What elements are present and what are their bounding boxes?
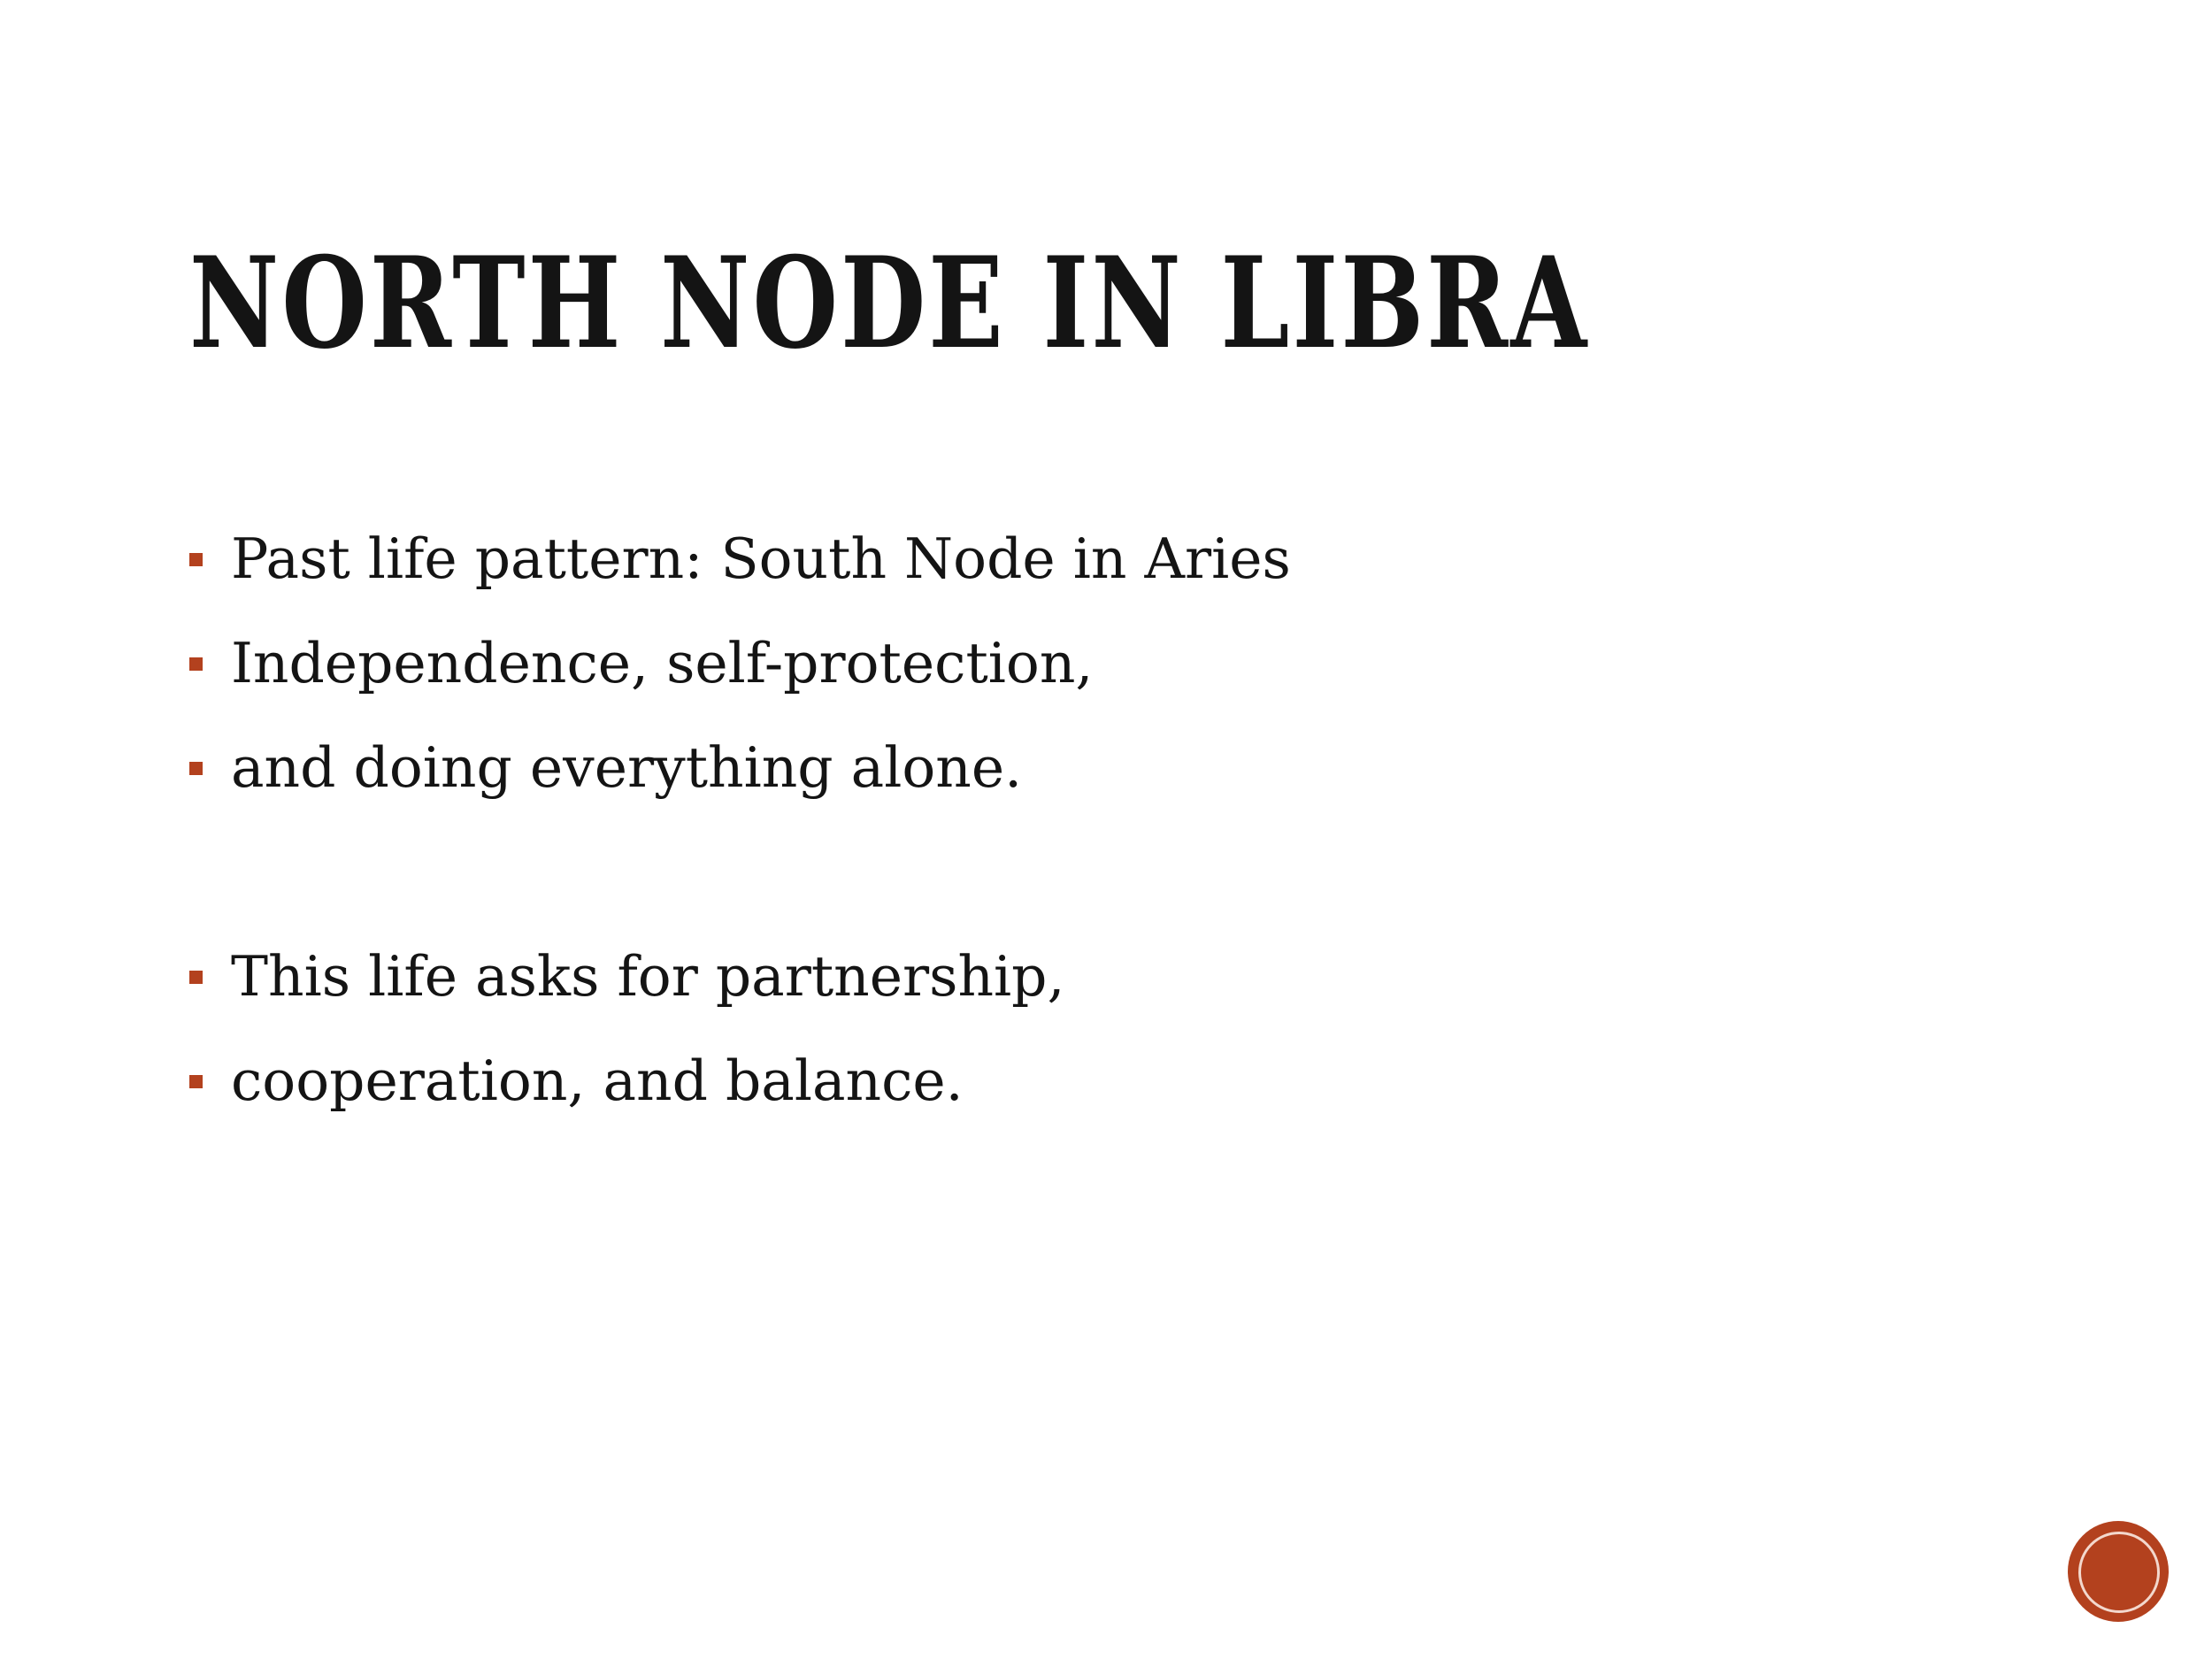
bullet-item: [189, 941, 1065, 1012]
bullet-text: This life asks for partnership,: [231, 944, 1065, 1009]
bullet-text: cooperation, and balance.: [231, 1048, 964, 1113]
badge-ring: [2078, 1532, 2160, 1613]
bullet-square-icon: [189, 657, 203, 671]
bullet-square-icon: [189, 1075, 203, 1088]
slide-title: NORTH NODE IN LIBRA: [189, 230, 1590, 377]
bullet-square-icon: [189, 971, 203, 984]
bullet-item: [189, 524, 1291, 595]
bullet-item: [189, 628, 1093, 699]
bullet-text: Independence, self-protection,: [231, 631, 1094, 695]
bullet-text: Past life pattern: South Node in Aries: [231, 526, 1291, 591]
bullet-item: [189, 1046, 964, 1117]
bullet-square-icon: [189, 553, 203, 566]
bullet-text: and doing everything alone.: [231, 735, 1023, 800]
bullet-item: [189, 733, 1022, 803]
bullet-square-icon: [189, 762, 203, 775]
slide-number-badge: [2070, 1524, 2166, 1619]
